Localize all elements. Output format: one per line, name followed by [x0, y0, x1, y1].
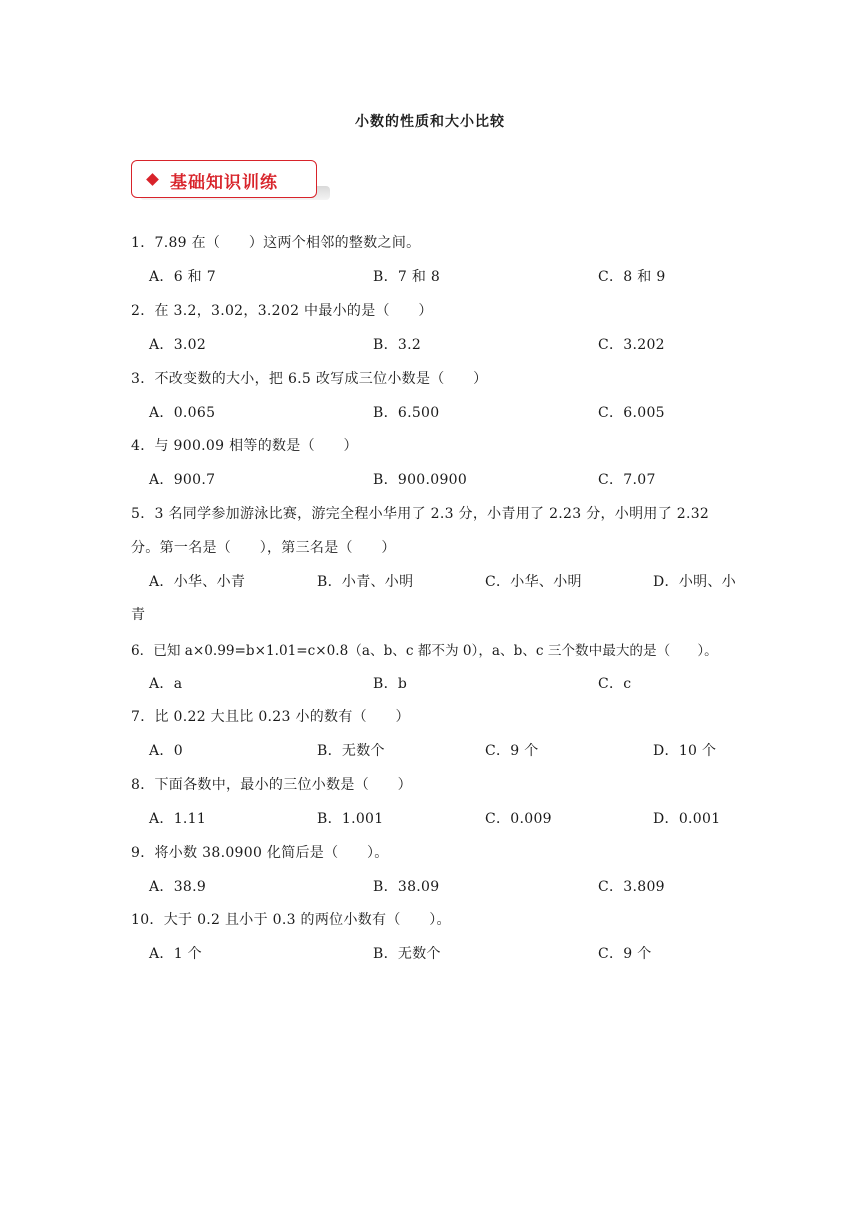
- option: C．0.009: [485, 811, 552, 827]
- option: A．1 个: [149, 946, 202, 962]
- option: A．a: [149, 676, 183, 692]
- question-stem: 2．在 3.2，3.02，3.202 中最小的是（ ）: [131, 303, 433, 319]
- option: B．1.001: [317, 811, 384, 827]
- option: B．无数个: [373, 946, 441, 962]
- option: B．b: [373, 676, 408, 692]
- option: A．900.7: [149, 472, 216, 488]
- diamond-icon: [146, 173, 159, 186]
- option: C．小华、小明: [485, 574, 582, 590]
- option: A．0: [149, 743, 183, 759]
- option: C．9 个: [598, 946, 652, 962]
- option: C．9 个: [485, 743, 539, 759]
- question-stem: 6．已知 a×0.99=b×1.01=c×0.8（a、b、c 都不为 0），a、b、c 三个数中最大的是（ ）。: [131, 643, 718, 659]
- option: D．10 个: [653, 743, 717, 759]
- option: D．0.001: [653, 811, 721, 827]
- option: C．3.809: [598, 879, 665, 895]
- page-title: 小数的性质和大小比较: [355, 114, 505, 130]
- option: C．c: [598, 676, 632, 692]
- option: A．3.02: [149, 337, 207, 353]
- option: C．7.07: [598, 472, 656, 488]
- question-stem: 1．7.89 在（ ）这两个相邻的整数之间。: [131, 235, 421, 251]
- option: B．3.2: [373, 337, 422, 353]
- option: B．38.09: [373, 879, 440, 895]
- question-stem: 4．与 900.09 相等的数是（ ）: [131, 438, 358, 454]
- question-stem: 5．3 名同学参加游泳比赛，游完全程小华用了 2.3 分，小青用了 2.23 分，小明用了 2.32: [131, 506, 710, 522]
- option: C．3.202: [598, 337, 665, 353]
- option: B．6.500: [373, 405, 440, 421]
- option: B．7 和 8: [373, 269, 441, 285]
- option: A．1.11: [149, 811, 207, 827]
- option: D．小明、小: [653, 574, 737, 590]
- question-stem: 9．将小数 38.0900 化简后是（ ）。: [131, 845, 389, 861]
- option: B．无数个: [317, 743, 385, 759]
- option: A．小华、小青: [149, 574, 246, 590]
- option: B．900.0900: [373, 472, 468, 488]
- option: A．0.065: [149, 405, 216, 421]
- option-continuation: 青: [131, 607, 146, 623]
- question-stem: 7．比 0.22 大且比 0.23 小的数有（ ）: [131, 709, 410, 725]
- option: C．6.005: [598, 405, 665, 421]
- question-stem: 10．大于 0.2 且小于 0.3 的两位小数有（ ）。: [131, 912, 451, 928]
- question-stem: 3．不改变数的大小，把 6.5 改写成三位小数是（ ）: [131, 371, 488, 387]
- question-stem: 8．下面各数中，最小的三位小数是（ ）: [131, 777, 412, 793]
- option: C．8 和 9: [598, 269, 666, 285]
- section-header: [131, 160, 317, 198]
- option: B．小青、小明: [317, 574, 414, 590]
- option: A．38.9: [149, 879, 207, 895]
- section-label: 基础知识训练: [170, 173, 278, 193]
- question-stem-continuation: 分。第一名是（ ），第三名是（ ）: [131, 540, 396, 556]
- option: A．6 和 7: [149, 269, 216, 285]
